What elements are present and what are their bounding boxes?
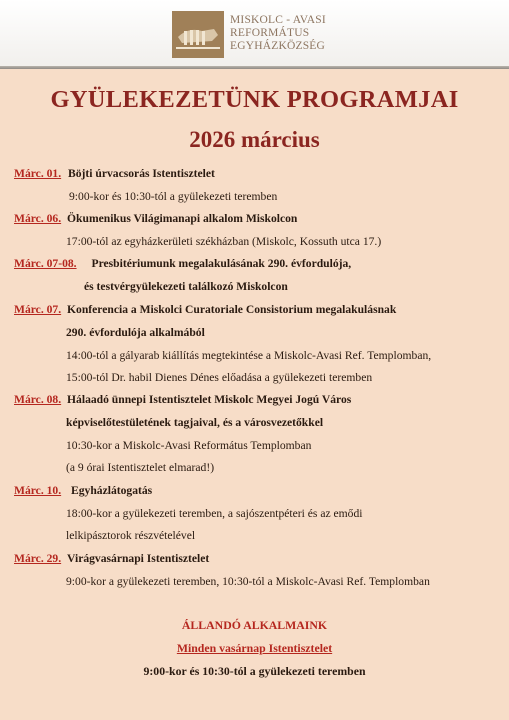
church-name-line1: MISKOLC - AVASI [230, 14, 326, 26]
event-row [14, 552, 209, 565]
event-date: Márc. 07. [14, 303, 62, 316]
event-detail: (a 9 órai Istentisztelet elmarad!) [66, 461, 215, 474]
event-date: Márc. 01. [14, 167, 62, 180]
event-title: Virágvasárnapi Istentisztelet [67, 552, 210, 565]
church-name [230, 14, 326, 53]
event-detail: 10:30-kor a Miskolc-Avasi Református Templomban [66, 439, 312, 452]
event-row [14, 303, 396, 316]
event-row [14, 167, 215, 180]
event-detail: 9:00-kor a gyülekezeti teremben, 10:30-tól a Miskolc-Avasi Ref. Templomban [66, 575, 430, 588]
event-detail: 9:00-kor és 10:30-tól a gyülekezeti teremben [69, 190, 278, 203]
event-title: Konferencia a Miskolci Curatoriale Consistorium megalakulásnak [67, 303, 397, 316]
event-title-cont: képviselőtestületének tagjaival, és a városvezetőkkel [66, 416, 324, 429]
event-row [14, 212, 297, 225]
page-subtitle: 2026 március [189, 127, 320, 152]
event-detail: 14:00-tól a gályarab kiállítás megtekintése a Miskolc-Avasi Ref. Templomban, [66, 349, 432, 362]
event-row [14, 257, 351, 270]
church-logo-icon [172, 11, 224, 58]
event-date: Márc. 10. [14, 484, 62, 497]
event-detail: 15:00-tól Dr. habil Dienes Dénes előadása a gyülekezeti teremben [66, 371, 373, 384]
church-name-line2: REFORMÁTUS [230, 27, 310, 39]
event-detail: 18:00-kor a gyülekezeti teremben, a sajószentpéteri és az emődi [66, 507, 363, 520]
event-detail: lelkipásztorok részvételével [66, 529, 196, 542]
event-row [14, 393, 351, 406]
event-date: Márc. 06. [14, 212, 62, 225]
page-title: GYÜLEKEZETÜNK PROGRAMJAI [50, 86, 459, 113]
event-title: Hálaadó ünnepi Istentisztelet Miskolc Megyei Jogú Város [67, 393, 352, 406]
event-title: Presbitériumunk megalakulásának 290. évfordulója, [91, 257, 352, 270]
standing-detail: 9:00-kor és 10:30-tól a gyülekezeti teremben [143, 664, 366, 678]
event-title: Egyházlátogatás [71, 484, 153, 497]
header-divider [0, 66, 509, 69]
church-name-line3: EGYHÁZKÖZSÉG [230, 40, 326, 52]
event-date: Márc. 07-08. [14, 257, 77, 270]
event-title: Ökumenikus Világimanapi alkalom Miskolcon [67, 212, 298, 225]
standing-heading: ÁLLANDÓ ALKALMAINK [181, 618, 328, 632]
event-title-cont: és testvérgyülekezeti találkozó Miskolcon [84, 280, 288, 293]
standing-subheading: Minden vasárnap Istentisztelet [176, 641, 333, 655]
event-title: Böjti úrvacsorás Istentisztelet [68, 167, 215, 180]
event-row [14, 484, 152, 497]
event-date: Márc. 08. [14, 393, 62, 406]
event-date: Márc. 29. [14, 552, 62, 565]
event-title-cont: 290. évfordulója alkalmából [66, 326, 205, 339]
event-detail: 17:00-tól az egyházkerületi székházban (Miskolc, Kossuth utca 17.) [66, 235, 382, 248]
